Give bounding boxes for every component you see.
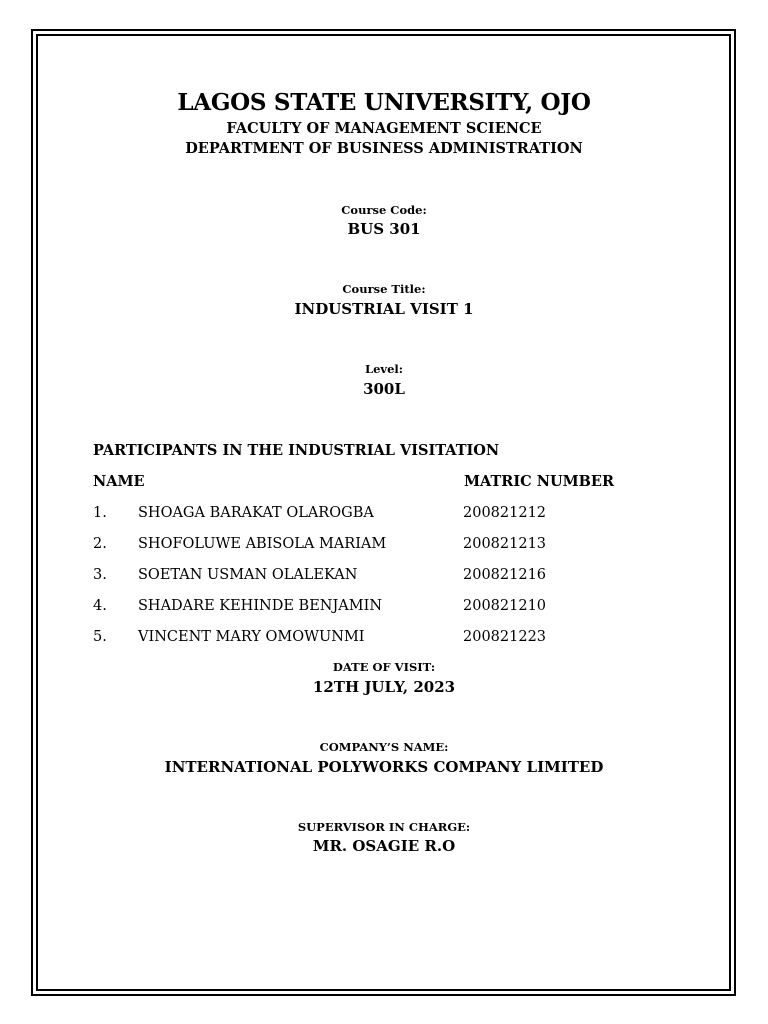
participant-name: VINCENT MARY OMOWUNMI bbox=[138, 629, 365, 645]
level-value: 300L bbox=[363, 380, 405, 398]
row-number: 5. bbox=[93, 629, 107, 645]
participant-name: SHOFOLUWE ABISOLA MARIAM bbox=[138, 536, 387, 552]
participant-row bbox=[0, 536, 768, 556]
course-code: BUS 301 bbox=[347, 220, 421, 238]
visit-date: 12TH JULY, 2023 bbox=[312, 678, 456, 696]
company-name-label: COMPANY’S NAME: bbox=[319, 740, 449, 754]
university-title: LAGOS STATE UNIVERSITY, OJO bbox=[177, 89, 591, 116]
participant-name: SHOAGA BARAKAT OLAROGBA bbox=[138, 505, 374, 521]
participant-row bbox=[0, 598, 768, 618]
matric-number: 200821212 bbox=[463, 505, 547, 521]
participant-name: SHADARE KEHINDE BENJAMIN bbox=[138, 598, 383, 614]
participants-heading: PARTICIPANTS IN THE INDUSTRIAL VISITATION bbox=[93, 442, 500, 459]
course-code-label: Course Code: bbox=[341, 203, 427, 217]
participant-row bbox=[0, 567, 768, 587]
matric-number: 200821223 bbox=[463, 629, 547, 645]
row-number: 2. bbox=[93, 536, 107, 552]
department-name: DEPARTMENT OF BUSINESS ADMINISTRATION bbox=[185, 140, 583, 157]
participant-row bbox=[0, 629, 768, 649]
course-title: INDUSTRIAL VISIT 1 bbox=[294, 300, 474, 318]
matric-number: 200821216 bbox=[463, 567, 547, 583]
participant-row bbox=[0, 505, 768, 525]
name-column-header: NAME bbox=[93, 473, 145, 490]
level-label: Level: bbox=[364, 362, 403, 376]
matric-number: 200821213 bbox=[463, 536, 547, 552]
row-number: 1. bbox=[93, 505, 107, 521]
row-number: 3. bbox=[93, 567, 107, 583]
course-title-label: Course Title: bbox=[342, 282, 426, 296]
matric-number: 200821210 bbox=[463, 598, 547, 614]
supervisor-name: MR. OSAGIE R.O bbox=[312, 837, 456, 855]
row-number: 4. bbox=[93, 598, 107, 614]
company-name: INTERNATIONAL POLYWORKS COMPANY LIMITED bbox=[164, 758, 604, 776]
supervisor-label: SUPERVISOR IN CHARGE: bbox=[297, 820, 471, 834]
visit-date-label: DATE OF VISIT: bbox=[332, 660, 436, 674]
matric-column-header: MATRIC NUMBER bbox=[464, 473, 615, 490]
participant-name: SOETAN USMAN OLALEKAN bbox=[138, 567, 358, 583]
faculty-name: FACULTY OF MANAGEMENT SCIENCE bbox=[226, 120, 542, 137]
